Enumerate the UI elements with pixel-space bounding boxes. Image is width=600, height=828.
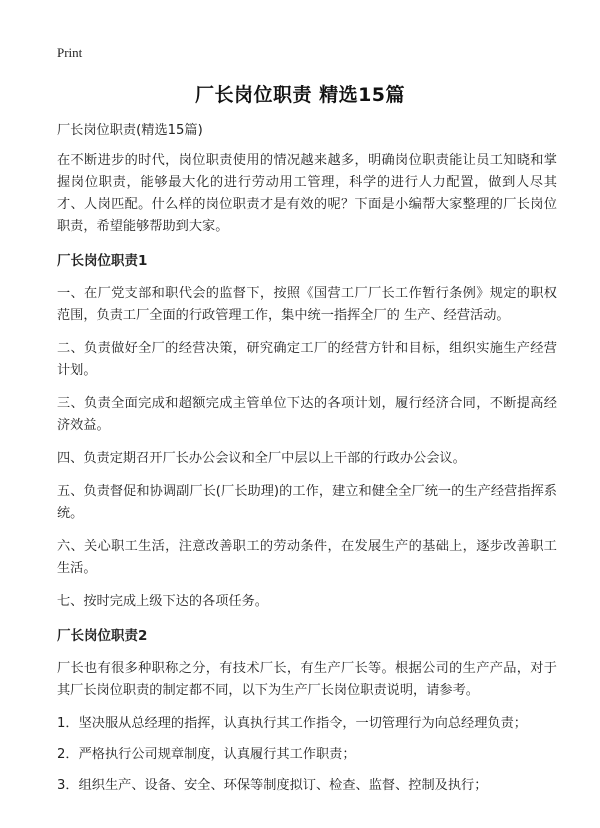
section-1-item: 四、负责定期召开厂长办公会议和全厂中层以上干部的行政办公会议。 <box>57 451 466 466</box>
section-1-item: 二、负责做好全厂的经营决策，研究确定工厂的经营方针和目标，组织实施生产经营计划。 <box>57 341 557 378</box>
print-link[interactable]: Print <box>57 45 83 60</box>
page-title: 厂长岗位职责 精选15篇 <box>194 84 406 106</box>
section-1-item: 一、在厂党支部和职代会的监督下，按照《国营工厂厂长工作暂行条例》规定的职权范围，负责工厂全面的行政管理工作，集中统一指挥全厂的 生产、经营活动。 <box>57 286 557 323</box>
section-1-item: 六、关心职工生活，注意改善职工的劳动条件，在发展生产的基础上，逐步改善职工生活。 <box>57 539 557 576</box>
document-body <box>57 120 557 806</box>
section-1-item: 三、负责全面完成和超额完成主管单位下达的各项计划，履行经济合同，不断提高经济效益。 <box>57 396 557 433</box>
section-2-item: 2．严格执行公司规章制度，认真履行其工作职责； <box>57 747 356 762</box>
intro-paragraph: 在不断进步的时代，岗位职责使用的情况越来越多，明确岗位职责能让员工知晓和掌握岗位职责，能够最大化的进行劳动用工管理，科学的进行人力配置，做到人尽其才、人岗匹配。什么样的岗位职责才是有效的呢？下面是小编帮大家整理的厂长岗位职责，希望能够帮助到大家。 <box>57 153 557 234</box>
document-subtitle: 厂长岗位职责(精选15篇) <box>57 123 203 138</box>
section-1-heading: 厂长岗位职责1 <box>57 253 148 269</box>
section-2-item: 1．坚决服从总经理的指挥，认真执行其工作指令，一切管理行为向总经理负责； <box>57 716 527 731</box>
section-2-item: 3．组织生产、设备、安全、环保等制度拟订、检查、监督、控制及执行； <box>57 778 488 793</box>
section-1-item: 五、负责督促和协调副厂长(厂长助理)的工作，建立和健全全厂统一的生产经营指挥系统。 <box>57 484 557 521</box>
section-2-intro: 厂长也有很多种职称之分，有技术厂长，有生产厂长等。根据公司的生产产品，对于其厂长岗位职责的制定都不同，以下为生产厂长岗位职责说明，请参考。 <box>57 661 557 698</box>
section-1-item: 七、按时完成上级下达的各项任务。 <box>57 594 268 609</box>
section-2-heading: 厂长岗位职责2 <box>57 628 148 644</box>
